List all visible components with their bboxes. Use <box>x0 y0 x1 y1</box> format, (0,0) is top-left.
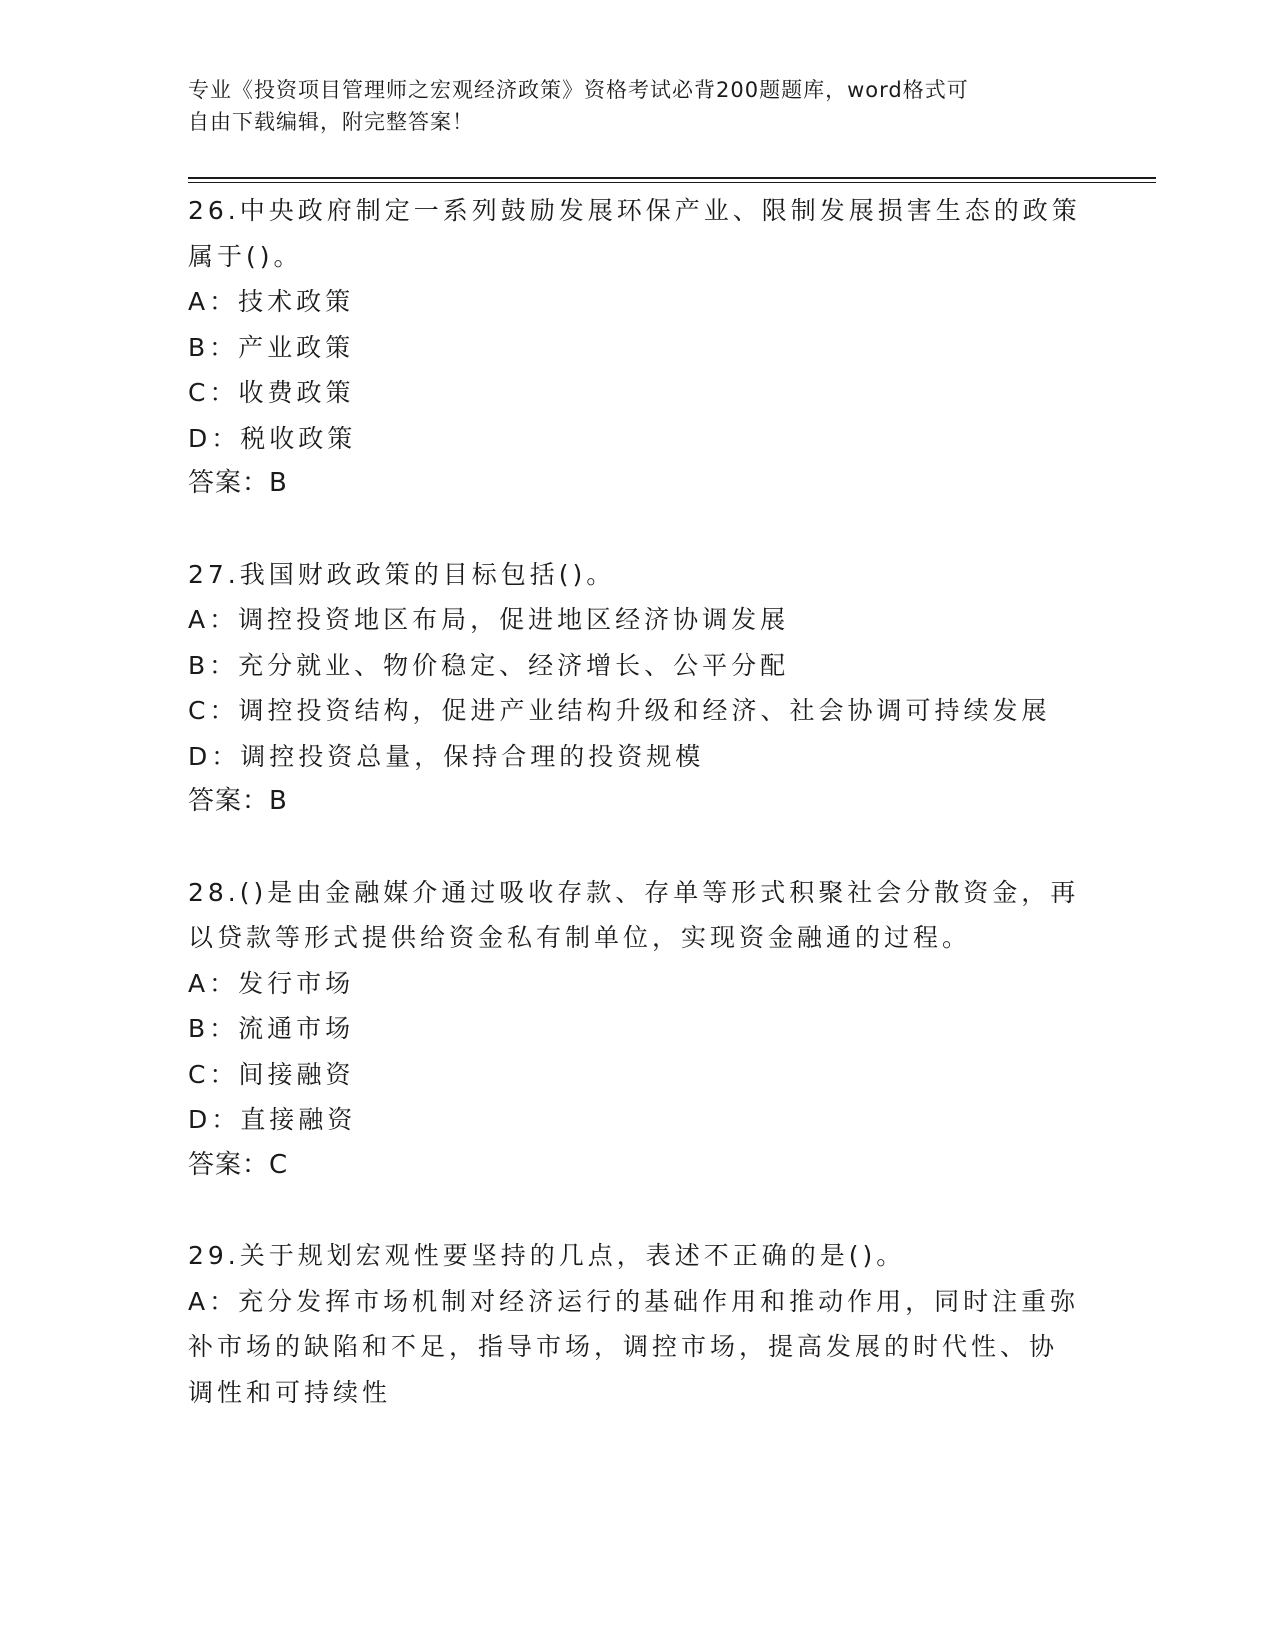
option-b: B：流通市场 <box>188 1014 355 1043</box>
question-stem-line: 28.()是由金融媒介通过吸收存款、存单等形式积聚社会分散资金，再 <box>188 877 1080 907</box>
option-c: C：收费政策 <box>188 378 355 407</box>
question-stem-line: 26.中央政府制定一系列鼓励发展环保产业、限制发展损害生态的政策 <box>188 196 1081 225</box>
option-d: D：税收政策 <box>188 423 357 453</box>
question-list <box>188 188 1088 1460</box>
document-header <box>188 74 1088 138</box>
header-divider <box>188 177 1156 183</box>
option-a: A：发行市场 <box>188 968 355 998</box>
option-c: C：间接融资 <box>188 1059 355 1089</box>
option-d: D：直接融资 <box>188 1105 357 1134</box>
header-line-2: 自由下载编辑，附完整答案！ <box>188 110 474 134</box>
option-a: A：技术政策 <box>188 287 355 316</box>
question-stem-line: 27.我国财政政策的目标包括()。 <box>188 559 616 589</box>
option-c: C：调控投资结构，促进产业结构升级和经济、社会协调可持续发展 <box>188 696 1051 725</box>
answer-line: 答案：B <box>188 786 288 816</box>
question-27 <box>188 552 1088 825</box>
answer-line: 答案：C <box>188 1149 289 1180</box>
question-stem-line: 属于()。 <box>188 241 303 271</box>
question-stem-line: 29.关于规划宏观性要坚持的几点，表述不正确的是()。 <box>188 1241 906 1270</box>
header-line-1: 专业《投资项目管理师之宏观经济政策》资格考试必背200题题库，word格式可 <box>188 78 969 102</box>
option-a-continued: 调性和可持续性 <box>188 1377 392 1407</box>
question-28 <box>188 870 1088 1189</box>
option-a-continued: 补市场的缺陷和不足，指导市场，调控市场，提高发展的时代性、协 <box>188 1332 1059 1361</box>
question-stem-line: 以贷款等形式提供给资金私有制单位，实现资金融通的过程。 <box>188 923 972 952</box>
option-b: B：充分就业、物价稳定、经济增长、公平分配 <box>188 650 790 680</box>
option-a: A：调控投资地区布局，促进地区经济协调发展 <box>188 605 790 634</box>
option-a: A：充分发挥市场机制对经济运行的基础作用和推动作用，同时注重弥 <box>188 1286 1080 1316</box>
option-d: D：调控投资总量，保持合理的投资规模 <box>188 741 705 771</box>
question-29 <box>188 1233 1088 1415</box>
question-26 <box>188 188 1088 507</box>
answer-line: 答案：B <box>188 468 288 498</box>
option-b: B：产业政策 <box>188 332 355 362</box>
